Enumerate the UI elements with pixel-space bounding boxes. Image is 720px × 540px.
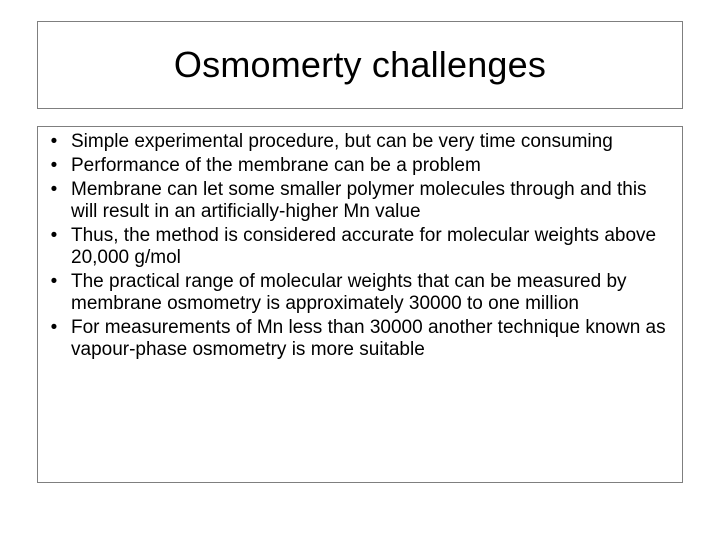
bullet-icon: • (50, 317, 58, 338)
slide-title-box (37, 21, 683, 109)
bullet-text: Thus, the method is considered accurate for molecular weights above 20,000 g/mol (71, 225, 657, 268)
bullet-icon: • (50, 225, 58, 246)
bullet-item (44, 317, 676, 361)
bullet-text: The practical range of molecular weights that can be measured by membrane osmometry is approximately 30000 to one million (71, 271, 627, 314)
bullet-text: For measurements of Mn less than 30000 another technique known as vapour-phase osmometry is more suitable (71, 317, 666, 360)
bullet-icon: • (50, 155, 58, 176)
slide-title: Osmomerty challenges (173, 44, 547, 85)
slide-content-box (37, 126, 683, 483)
bullet-list (44, 131, 676, 361)
bullet-item (44, 271, 676, 315)
bullet-item (44, 131, 676, 153)
bullet-item (44, 179, 676, 223)
bullet-icon: • (50, 271, 58, 292)
bullet-text: Performance of the membrane can be a problem (71, 155, 481, 176)
bullet-item (44, 155, 676, 177)
bullet-text: Simple experimental procedure, but can be very time consuming (71, 131, 613, 152)
bullet-item (44, 225, 676, 269)
bullet-text: Membrane can let some smaller polymer molecules through and this will result in an artificially-higher Mn value (71, 179, 647, 222)
bullet-icon: • (50, 179, 58, 200)
bullet-icon: • (50, 131, 58, 152)
